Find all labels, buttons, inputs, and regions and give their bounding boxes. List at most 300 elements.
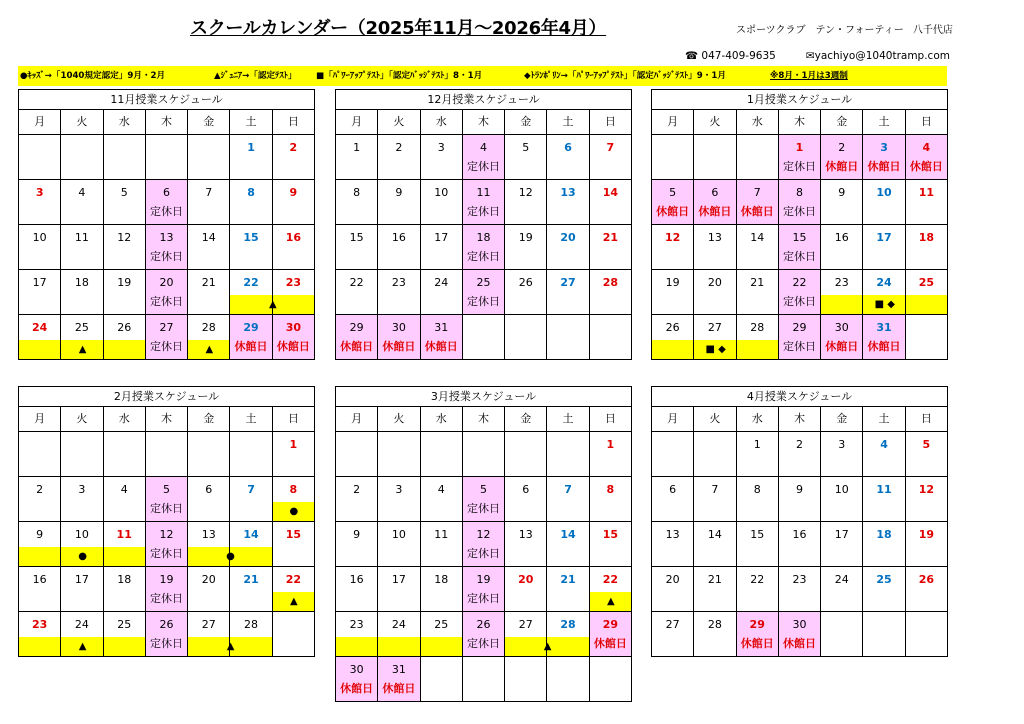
day-cell bbox=[103, 567, 145, 612]
legend-junior: ▲ｼﾞｭﾆｱ→「認定ﾃｽﾄ」 bbox=[214, 71, 297, 81]
day-cell bbox=[863, 225, 905, 270]
weekday-header: 金 bbox=[505, 110, 547, 135]
day-number: 3 bbox=[78, 483, 86, 496]
weekday-header: 火 bbox=[378, 110, 420, 135]
day-number: 28 bbox=[560, 618, 576, 631]
day-cell bbox=[821, 225, 863, 270]
day-number: 10 bbox=[876, 186, 892, 199]
day-number: 13 bbox=[518, 528, 533, 541]
day-number: 20 bbox=[518, 573, 534, 586]
day-number: 12 bbox=[476, 528, 491, 541]
day-cell bbox=[778, 135, 820, 180]
empty-day-cell bbox=[547, 315, 589, 360]
day-number: 11 bbox=[116, 528, 132, 541]
empty-day-cell bbox=[230, 432, 272, 477]
weekday-header: 木 bbox=[145, 407, 187, 432]
month-title: 11月授業スケジュール bbox=[19, 90, 315, 110]
day-cell bbox=[694, 567, 736, 612]
weekday-header: 金 bbox=[821, 407, 863, 432]
day-number: 9 bbox=[289, 186, 298, 199]
day-cell bbox=[905, 225, 947, 270]
day-cell bbox=[420, 567, 462, 612]
day-number: 4 bbox=[437, 483, 445, 496]
day-number: 10 bbox=[434, 186, 449, 199]
day-cell bbox=[145, 477, 187, 522]
day-cell bbox=[505, 522, 547, 567]
day-number: 23 bbox=[834, 276, 849, 289]
weekday-header: 木 bbox=[778, 407, 820, 432]
empty-day-cell bbox=[505, 657, 547, 702]
day-cell bbox=[145, 180, 187, 225]
day-cell bbox=[547, 225, 589, 270]
month-calendar bbox=[18, 89, 315, 360]
day-cell bbox=[188, 522, 235, 567]
day-number: 9 bbox=[838, 186, 846, 199]
day-cell bbox=[736, 225, 778, 270]
day-number: 27 bbox=[201, 618, 216, 631]
day-cell bbox=[188, 612, 235, 657]
regular-holiday-label: 定休日 bbox=[466, 547, 500, 560]
test-event-mark: ▲ bbox=[78, 641, 87, 652]
day-number: 8 bbox=[606, 483, 615, 496]
day-number: 11 bbox=[918, 186, 934, 199]
facility-closed-label: 休館日 bbox=[340, 682, 374, 695]
day-number: 13 bbox=[560, 186, 576, 199]
day-number: 31 bbox=[434, 321, 449, 334]
day-number: 25 bbox=[476, 276, 491, 289]
month-title: 2月授業スケジュール bbox=[19, 387, 315, 407]
day-number: 6 bbox=[205, 483, 213, 496]
day-number: 22 bbox=[285, 573, 301, 586]
regular-holiday-label: 定休日 bbox=[466, 295, 500, 308]
day-cell bbox=[420, 315, 462, 360]
day-cell bbox=[230, 270, 277, 315]
day-cell bbox=[652, 612, 694, 657]
weekday-header: 月 bbox=[19, 110, 61, 135]
facility-closed-label: 休館日 bbox=[740, 637, 774, 650]
day-number: 12 bbox=[664, 231, 681, 244]
day-cell bbox=[336, 315, 378, 360]
day-number: 15 bbox=[243, 231, 259, 244]
regular-holiday-label: 定休日 bbox=[149, 205, 183, 218]
empty-day-cell bbox=[188, 432, 230, 477]
day-number: 1 bbox=[353, 141, 361, 154]
day-number: 5 bbox=[120, 186, 128, 199]
day-number: 28 bbox=[707, 618, 722, 631]
day-number: 29 bbox=[349, 321, 364, 334]
day-cell bbox=[420, 135, 462, 180]
day-number: 4 bbox=[922, 141, 931, 154]
empty-day-cell bbox=[547, 657, 589, 702]
test-event-mark: ▲ bbox=[205, 344, 214, 355]
day-cell bbox=[103, 270, 145, 315]
day-number: 17 bbox=[834, 528, 849, 541]
day-cell bbox=[103, 225, 145, 270]
month-calendar bbox=[18, 386, 315, 657]
day-number: 19 bbox=[518, 231, 533, 244]
day-number: 27 bbox=[707, 321, 722, 334]
day-number: 2 bbox=[395, 141, 403, 154]
day-number: 23 bbox=[391, 276, 406, 289]
day-cell bbox=[905, 432, 947, 477]
day-cell bbox=[378, 567, 420, 612]
day-number: 2 bbox=[838, 141, 846, 154]
day-number: 10 bbox=[32, 231, 47, 244]
empty-day-cell bbox=[694, 135, 736, 180]
weekday-header: 土 bbox=[863, 110, 905, 135]
empty-day-cell bbox=[589, 315, 631, 360]
day-cell bbox=[420, 270, 462, 315]
empty-day-cell bbox=[420, 657, 462, 702]
day-number: 29 bbox=[602, 618, 618, 631]
day-cell bbox=[19, 477, 61, 522]
day-number: 10 bbox=[391, 528, 406, 541]
empty-day-cell bbox=[505, 432, 547, 477]
facility-closed-label: 休館日 bbox=[909, 160, 943, 173]
weekday-header: 日 bbox=[905, 407, 947, 432]
day-number: 19 bbox=[665, 276, 680, 289]
day-cell bbox=[778, 315, 820, 360]
facility-closed-label: 休館日 bbox=[424, 340, 458, 353]
day-number: 9 bbox=[395, 186, 403, 199]
facility-closed-label: 休館日 bbox=[276, 340, 310, 353]
day-cell bbox=[272, 477, 314, 522]
day-cell bbox=[378, 180, 420, 225]
day-number: 28 bbox=[201, 321, 216, 334]
day-number: 20 bbox=[665, 573, 680, 586]
day-cell bbox=[420, 522, 462, 567]
empty-day-cell bbox=[652, 135, 694, 180]
legend-power-up: ■「ﾊﾟﾜｰｱｯﾌﾟﾃｽﾄ」「認定ﾊﾞｯｼﾞﾃｽﾄ」8・1月 bbox=[316, 71, 483, 81]
day-number: 14 bbox=[707, 528, 722, 541]
empty-day-cell bbox=[336, 432, 378, 477]
day-cell bbox=[336, 612, 378, 657]
day-number: 7 bbox=[564, 483, 572, 496]
day-number: 22 bbox=[750, 573, 765, 586]
phone-number[interactable]: ☎ 047-409-9635 bbox=[685, 50, 776, 62]
day-number: 26 bbox=[476, 618, 491, 631]
day-number: 20 bbox=[560, 231, 576, 244]
day-cell bbox=[589, 612, 631, 657]
day-number: 21 bbox=[602, 231, 618, 244]
day-cell bbox=[462, 522, 504, 567]
month-title: 12月授業スケジュール bbox=[336, 90, 632, 110]
day-number: 8 bbox=[753, 483, 761, 496]
weekday-header: 土 bbox=[547, 110, 589, 135]
test-event-mark: ● bbox=[226, 551, 235, 562]
empty-day-cell bbox=[462, 432, 504, 477]
empty-day-cell bbox=[61, 135, 103, 180]
day-cell bbox=[694, 225, 736, 270]
day-cell bbox=[230, 567, 272, 612]
day-number: 9 bbox=[36, 528, 44, 541]
weekday-header: 木 bbox=[462, 110, 504, 135]
facility-closed-label: 休館日 bbox=[340, 340, 374, 353]
day-number: 23 bbox=[349, 618, 364, 631]
day-cell bbox=[547, 180, 589, 225]
day-number: 23 bbox=[31, 618, 48, 631]
weekday-header: 火 bbox=[378, 407, 420, 432]
day-number: 18 bbox=[876, 528, 892, 541]
empty-day-cell bbox=[905, 612, 947, 657]
regular-holiday-label: 定休日 bbox=[149, 637, 183, 650]
facility-closed-label: 休館日 bbox=[234, 340, 268, 353]
day-cell bbox=[505, 567, 547, 612]
day-number: 17 bbox=[391, 573, 406, 586]
day-cell bbox=[652, 477, 694, 522]
regular-holiday-label: 定休日 bbox=[782, 340, 816, 353]
day-number: 19 bbox=[918, 528, 934, 541]
day-cell bbox=[19, 567, 61, 612]
day-number: 2 bbox=[289, 141, 298, 154]
day-cell bbox=[103, 180, 145, 225]
day-cell bbox=[61, 225, 103, 270]
month-title: 1月授業スケジュール bbox=[652, 90, 948, 110]
day-cell bbox=[736, 477, 778, 522]
day-cell bbox=[863, 180, 905, 225]
day-number: 12 bbox=[159, 528, 174, 541]
day-cell bbox=[61, 477, 103, 522]
empty-day-cell bbox=[547, 432, 589, 477]
weekday-header: 日 bbox=[589, 407, 631, 432]
branch-name: 八千代店 bbox=[912, 25, 953, 36]
day-number: 7 bbox=[247, 483, 255, 496]
empty-day-cell bbox=[505, 315, 547, 360]
day-number: 5 bbox=[162, 483, 170, 496]
regular-holiday-label: 定休日 bbox=[466, 160, 500, 173]
facility-closed-label: 休館日 bbox=[867, 340, 901, 353]
day-number: 26 bbox=[159, 618, 174, 631]
day-number: 8 bbox=[795, 186, 803, 199]
weekday-header: 水 bbox=[420, 110, 462, 135]
day-number: 24 bbox=[434, 276, 449, 289]
day-cell bbox=[736, 567, 778, 612]
day-cell bbox=[778, 567, 820, 612]
day-number: 4 bbox=[120, 483, 128, 496]
email-address[interactable]: ✉yachiyo@1040tramp.com bbox=[805, 50, 950, 62]
day-number: 24 bbox=[31, 321, 48, 334]
day-number: 21 bbox=[560, 573, 576, 586]
month-calendar bbox=[335, 386, 632, 702]
day-number: 30 bbox=[792, 618, 807, 631]
day-cell bbox=[652, 180, 694, 225]
day-number: 7 bbox=[606, 141, 615, 154]
test-event-mark: ▲ bbox=[607, 596, 615, 607]
day-cell bbox=[863, 135, 905, 180]
day-number: 6 bbox=[522, 483, 530, 496]
day-number: 11 bbox=[74, 231, 89, 244]
day-cell bbox=[589, 567, 631, 612]
day-number: 8 bbox=[353, 186, 361, 199]
day-cell bbox=[145, 522, 187, 567]
weekday-header: 月 bbox=[336, 407, 378, 432]
day-number: 28 bbox=[602, 276, 618, 289]
day-cell bbox=[462, 135, 504, 180]
day-number: 30 bbox=[285, 321, 301, 334]
test-event-mark: ▲ bbox=[268, 299, 277, 310]
month-calendar bbox=[651, 89, 948, 360]
day-number: 7 bbox=[205, 186, 213, 199]
day-cell bbox=[905, 135, 947, 180]
weekday-header: 火 bbox=[61, 110, 103, 135]
day-cell bbox=[505, 180, 547, 225]
day-number: 20 bbox=[707, 276, 722, 289]
page-title: スクールカレンダー（2025年11月～2026年4月） bbox=[190, 18, 607, 39]
empty-day-cell bbox=[19, 135, 61, 180]
day-cell bbox=[778, 477, 820, 522]
weekday-header: 水 bbox=[103, 110, 145, 135]
weekday-header: 月 bbox=[336, 110, 378, 135]
regular-holiday-label: 定休日 bbox=[782, 250, 816, 263]
day-cell bbox=[336, 522, 378, 567]
test-event-mark: ▲ bbox=[290, 596, 298, 607]
day-cell bbox=[905, 567, 947, 612]
empty-day-cell bbox=[694, 432, 736, 477]
day-cell bbox=[589, 135, 631, 180]
day-number: 26 bbox=[918, 573, 934, 586]
day-number: 6 bbox=[669, 483, 677, 496]
day-cell bbox=[505, 225, 547, 270]
day-cell bbox=[905, 522, 947, 567]
day-cell bbox=[462, 477, 504, 522]
weekday-header: 土 bbox=[230, 407, 272, 432]
day-number: 13 bbox=[159, 231, 174, 244]
day-cell bbox=[863, 315, 905, 360]
day-cell bbox=[230, 180, 272, 225]
day-cell bbox=[905, 477, 947, 522]
day-number: 15 bbox=[792, 231, 807, 244]
day-cell bbox=[863, 432, 905, 477]
day-number: 7 bbox=[711, 483, 719, 496]
facility-closed-label: 休館日 bbox=[867, 160, 901, 173]
day-number: 28 bbox=[244, 618, 259, 631]
day-cell bbox=[336, 567, 378, 612]
day-cell bbox=[652, 270, 694, 315]
day-cell bbox=[736, 180, 778, 225]
day-number: 18 bbox=[74, 276, 89, 289]
facility-closed-label: 休館日 bbox=[656, 205, 690, 218]
day-cell bbox=[272, 522, 314, 567]
day-cell bbox=[547, 567, 589, 612]
day-cell bbox=[188, 315, 230, 360]
day-number: 19 bbox=[159, 573, 174, 586]
regular-holiday-label: 定休日 bbox=[782, 160, 816, 173]
day-cell bbox=[272, 135, 314, 180]
day-number: 24 bbox=[834, 573, 849, 586]
empty-day-cell bbox=[103, 135, 145, 180]
weekday-header: 水 bbox=[736, 407, 778, 432]
weekday-header: 木 bbox=[778, 110, 820, 135]
day-number: 9 bbox=[795, 483, 803, 496]
day-cell bbox=[462, 225, 504, 270]
day-number: 2 bbox=[795, 438, 803, 451]
regular-holiday-label: 定休日 bbox=[466, 250, 500, 263]
day-number: 4 bbox=[880, 438, 888, 451]
day-number: 18 bbox=[476, 231, 491, 244]
day-number: 29 bbox=[792, 321, 807, 334]
day-number: 8 bbox=[247, 186, 255, 199]
day-number: 28 bbox=[750, 321, 765, 334]
day-number: 16 bbox=[792, 528, 807, 541]
regular-holiday-label: 定休日 bbox=[466, 637, 500, 650]
day-number: 20 bbox=[159, 276, 174, 289]
day-number: 30 bbox=[391, 321, 406, 334]
day-cell bbox=[230, 225, 272, 270]
empty-day-cell bbox=[462, 315, 504, 360]
facility-closed-label: 休館日 bbox=[382, 682, 416, 695]
day-cell bbox=[694, 270, 736, 315]
day-cell bbox=[652, 522, 694, 567]
test-event-mark: ■ ◆ bbox=[874, 299, 895, 310]
day-cell bbox=[821, 180, 863, 225]
day-number: 3 bbox=[880, 141, 888, 154]
empty-day-cell bbox=[145, 135, 187, 180]
day-cell bbox=[778, 180, 820, 225]
weekday-header: 月 bbox=[652, 110, 694, 135]
day-cell bbox=[778, 270, 820, 315]
day-number: 14 bbox=[560, 528, 576, 541]
day-number: 23 bbox=[792, 573, 807, 586]
day-cell bbox=[505, 270, 547, 315]
legend-banner bbox=[18, 66, 947, 86]
regular-holiday-label: 定休日 bbox=[466, 592, 500, 605]
day-number: 27 bbox=[159, 321, 174, 334]
day-cell bbox=[905, 180, 947, 225]
weekday-header: 土 bbox=[863, 407, 905, 432]
empty-day-cell bbox=[420, 432, 462, 477]
day-number: 21 bbox=[201, 276, 216, 289]
day-number: 6 bbox=[711, 186, 719, 199]
day-number: 31 bbox=[876, 321, 892, 334]
day-cell bbox=[336, 135, 378, 180]
day-cell bbox=[378, 315, 420, 360]
day-number: 15 bbox=[750, 528, 765, 541]
day-number: 4 bbox=[479, 141, 487, 154]
day-cell bbox=[272, 432, 314, 477]
empty-day-cell bbox=[736, 135, 778, 180]
weekday-header: 金 bbox=[188, 407, 230, 432]
day-number: 19 bbox=[476, 573, 491, 586]
empty-day-cell bbox=[272, 612, 314, 657]
legend-kids: ●ｷｯｽﾞ→「1040規定認定」9月・2月 bbox=[20, 71, 166, 81]
day-number: 16 bbox=[32, 573, 47, 586]
day-number: 29 bbox=[749, 618, 765, 631]
day-number: 1 bbox=[606, 438, 615, 451]
day-cell bbox=[821, 135, 863, 180]
day-cell bbox=[230, 135, 272, 180]
weekday-header: 木 bbox=[145, 110, 187, 135]
day-cell bbox=[462, 180, 504, 225]
day-number: 27 bbox=[560, 276, 576, 289]
day-number: 20 bbox=[201, 573, 216, 586]
weekday-header: 土 bbox=[547, 407, 589, 432]
day-number: 14 bbox=[602, 186, 618, 199]
weekday-header: 土 bbox=[230, 110, 272, 135]
day-number: 16 bbox=[285, 231, 301, 244]
day-number: 9 bbox=[353, 528, 361, 541]
day-cell bbox=[736, 522, 778, 567]
day-number: 11 bbox=[876, 483, 892, 496]
day-number: 24 bbox=[391, 618, 406, 631]
day-cell bbox=[188, 477, 230, 522]
day-number: 27 bbox=[518, 618, 533, 631]
day-number: 12 bbox=[117, 231, 132, 244]
day-cell bbox=[821, 315, 863, 360]
empty-day-cell bbox=[652, 432, 694, 477]
day-cell bbox=[272, 567, 314, 612]
empty-day-cell bbox=[905, 315, 947, 360]
day-cell bbox=[589, 477, 631, 522]
